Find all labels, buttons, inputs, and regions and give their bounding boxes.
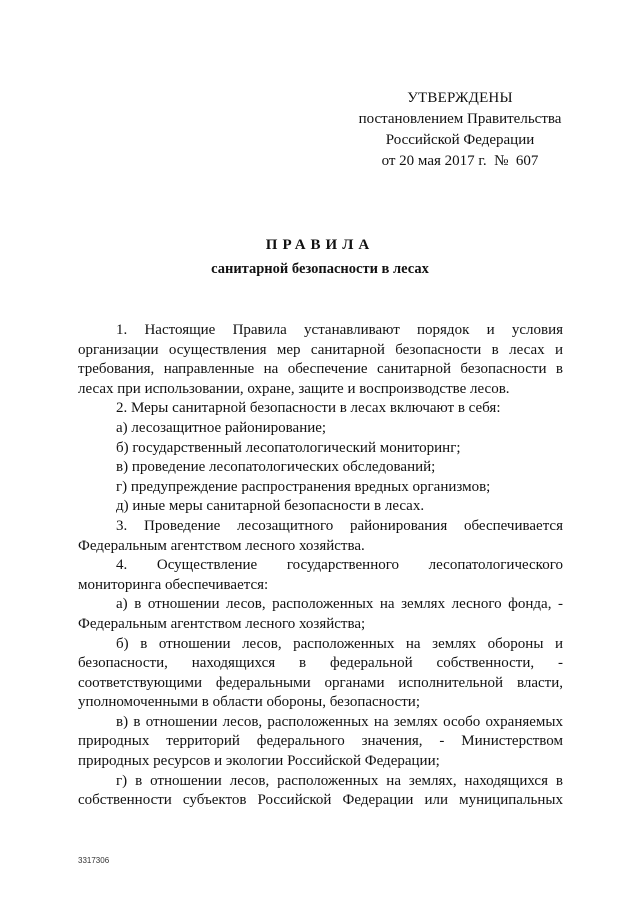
approval-date-number: от 20 мая 2017 г. № 607 — [381, 153, 539, 169]
subitem-a: а) в отношении лесов, расположенных на землях лесного фонда, - Федеральным агентством лесного хозяйства; — [78, 596, 563, 632]
list-item-a: а) лесозащитное районирование; — [116, 419, 327, 436]
document-body — [78, 321, 563, 811]
list-item-b: б) государственный лесопатологический мониторинг; — [116, 439, 461, 456]
document-subtitle: санитарной безопасности в лесах — [211, 261, 429, 277]
paragraph-2: 2. Меры санитарной безопасности в лесах включают в себя: — [116, 400, 501, 417]
subitem-g: г) в отношении лесов, расположенных на землях, находящихся в собственности субъектов Российской Федерации или муниципальных — [78, 772, 563, 809]
list-item-v: в) проведение лесопатологических обследований; — [116, 459, 436, 476]
document-title: ПРАВИЛА — [265, 237, 375, 253]
subitem-v: в) в отношении лесов, расположенных на землях особо охраняемых природных территорий федерального значения, - Министерством природных ресурсов и экологии Российской Федерации; — [78, 713, 563, 770]
paragraph-1: 1. Настоящие Правила устанавливают порядок и условия организации осуществления мер санитарной безопасности в лесах и требования, направленные на обеспечение санитарной безопасности в лесах при использовании, охране, защите и воспроизводстве лесов. — [78, 322, 563, 397]
subitem-b: б) в отношении лесов, расположенных на землях обороны и безопасности, находящихся в федеральной собственности, - соответствующими федеральными органами исполнительной власти, уполномоченными в области обороны, безопасности; — [78, 635, 563, 711]
list-item-d: д) иные меры санитарной безопасности в лесах. — [116, 498, 425, 515]
approval-line: постановлением Правительства — [358, 111, 562, 127]
approval-line: Российской Федерации — [385, 132, 535, 148]
paragraph-3: 3. Проведение лесозащитного районирования обеспечивается Федеральным агентством лесного хозяйства. — [78, 517, 563, 554]
approval-block — [345, 88, 575, 172]
paragraph-4: 4. Осуществление государственного лесопатологического мониторинга обеспечивается: — [78, 557, 563, 593]
footer-code: 3317306 — [78, 856, 110, 865]
approval-heading: УТВЕРЖДЕНЫ — [407, 90, 513, 106]
list-item-g: г) предупреждение распространения вредных организмов; — [116, 478, 491, 495]
